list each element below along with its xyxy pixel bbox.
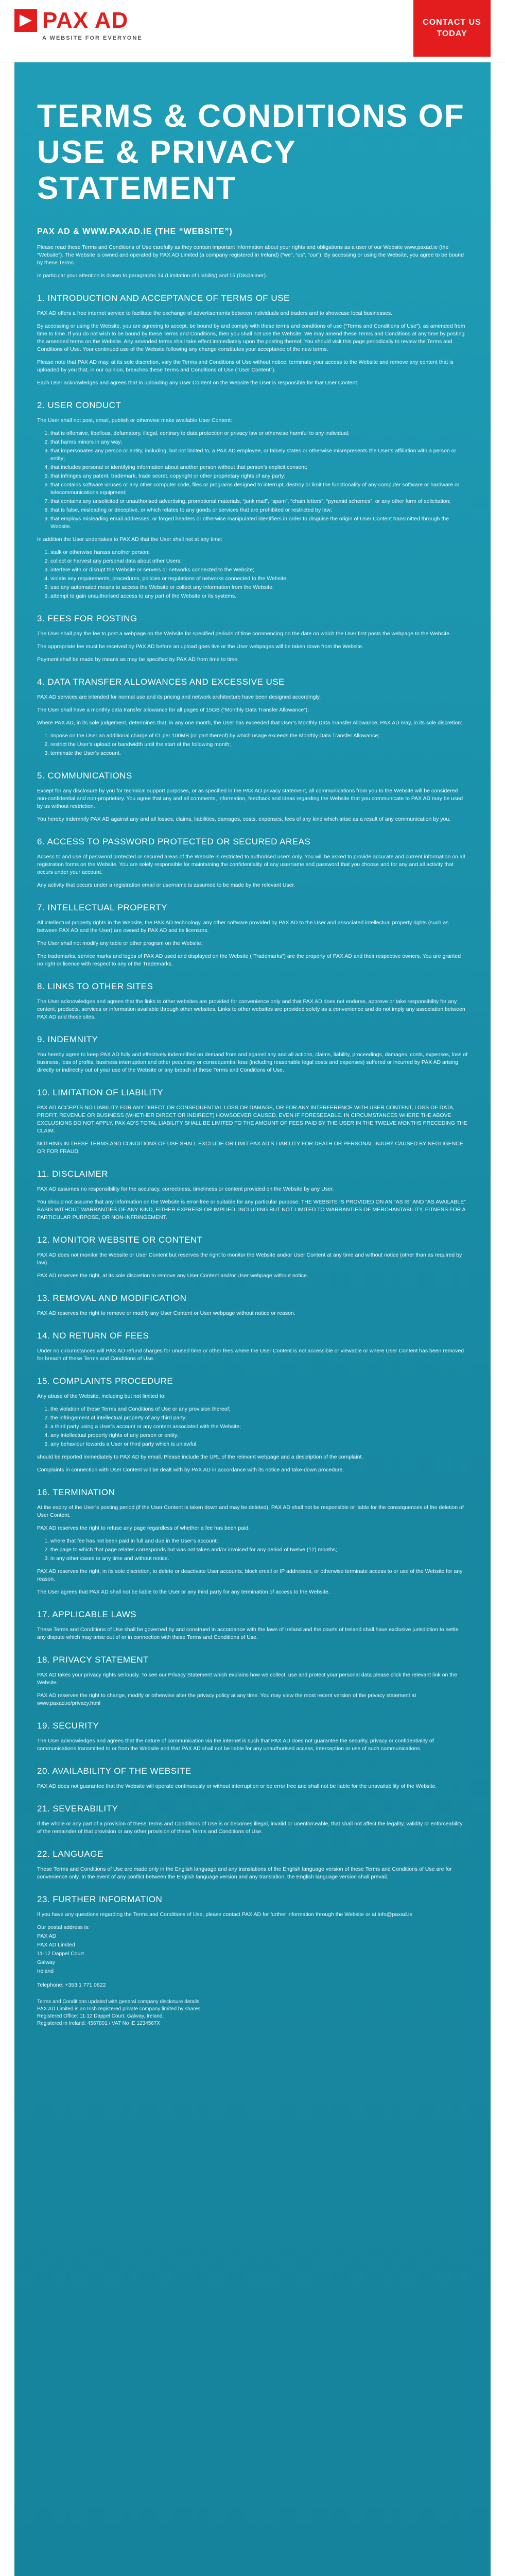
- list-item: 4. that includes personal or identifying information about another person without that person’s explicit consent;: [50, 464, 468, 471]
- logo-tagline: A WEBSITE FOR EVERYONE: [42, 35, 143, 41]
- section-paragraph: The trademarks, service marks and logos of PAX AD used and displayed on the Website (“Trademarks”) are the property of PAX AD and their respective owners. You are granted no right or licence with respect to any of the Trademarks.: [37, 953, 461, 967]
- section-paragraph: Please note that PAX AD may, at its sole discretion, vary the Terms and Conditions of Use without notice, terminate your access to the Website and remove any content that is uploaded by you that, in our opinion, breaches these Terms and Conditions of Use (“User Content”).: [37, 359, 454, 373]
- section-heading: 12. MONITOR WEBSITE OR CONTENT: [37, 1235, 203, 1245]
- list-item: 2. the infringement of intellectual property of any third party;: [50, 1414, 468, 1422]
- terms-section: [37, 1894, 468, 1919]
- footer-line: PAX AD Limited is an Irish registered private company limited by shares.: [37, 2006, 202, 2012]
- list-item: 6. that contains software viruses or any other computer code, files or programs designed to interrupt, destroy or limit the functionality of any computer software or hardware or telecommunications equipment;: [50, 481, 468, 497]
- section-paragraph: PAX AD ACCEPTS NO LIABILITY FOR ANY DIRECT OR CONSEQUENTIAL LOSS OR DAMAGE, OR FOR ANY INTERFERENCE WITH USER CONTENT, LOSS OF DATA, PROFIT, REVENUE OR BUSINESS (WHETHER DIRECT OR INDIRECT) HOWSOEVER CAUSED, EVEN IF FORESEEABLE. IN CIRCUMSTANCES WHERE THE ABOVE EXCLUSIONS DO NOT APPLY, PAX AD’S TOTAL LIABILITY SHALL BE LIMITED TO THE AMOUNT OF FEES PAID BY THE USER IN THE TWELVE MONTHS PRECEDING THE CLAIM.: [37, 1105, 467, 1134]
- section-paragraph: The User shall not modify any table or other program on the Website.: [37, 940, 203, 946]
- terms-section: [37, 1169, 468, 1222]
- contact-block: [37, 1924, 468, 1989]
- section-heading: 17. APPLICABLE LAWS: [37, 1609, 137, 1619]
- section-paragraph: At the expiry of the User’s posting period (if the User Content is taken down and may be deleted), PAX AD shall not be responsible or liable for the consequences of the deletion of User Content.: [37, 1504, 464, 1518]
- page-title: TERMS & CONDITIONS OF USE & PRIVACY STATEMENT: [37, 98, 465, 206]
- list-item: 7. that contains any unsolicited or unauthorised advertising, promotional materials, “junk mail”, “spam”, “chain letters”, “pyramid schemes”, or any other form of solicitation;: [50, 498, 468, 505]
- list-item: 5. any behaviour towards a User or third party which is unlawful.: [50, 1440, 468, 1448]
- site-logo[interactable]: [14, 9, 143, 41]
- terms-content: [14, 62, 491, 2576]
- list-item: 3. interfere with or disrupt the Website or servers or networks connected to the Website;: [50, 566, 468, 574]
- section-heading: 14. NO RETURN OF FEES: [37, 1331, 149, 1341]
- section-paragraph: The User shall not post, email, publish or otherwise make available User Content:: [37, 417, 232, 423]
- section-paragraph: These Terms and Conditions of Use are made only in the English language and any translations of the English language version of these Terms and Conditions of Use are for convenience only. In the event of any conflict between the English language version and any translation, the English language version shall prevail.: [37, 1866, 452, 1880]
- contact-line: Ireland: [37, 1968, 54, 1974]
- terms-section: [37, 981, 468, 1021]
- terms-section: [37, 903, 468, 968]
- section-paragraph: These Terms and Conditions of Use shall be governed by and construed in accordance with the laws of Ireland and the courts of Ireland shall have exclusive jurisdiction to settle any dispute which may arise out of or in connection with these Terms and Conditions of Use.: [37, 1626, 459, 1640]
- section-paragraph: Any activity that occurs under a registration email or username is assumed to be made by the relevant User.: [37, 882, 295, 888]
- section-heading: 20. AVAILABILITY OF THE WEBSITE: [37, 1766, 191, 1776]
- site-header: [0, 0, 505, 62]
- terms-section: [37, 1721, 468, 1753]
- section-heading: 5. COMMUNICATIONS: [37, 771, 132, 781]
- section-paragraph: PAX AD reserves the right to change, modify or otherwise alter the privacy policy at any time. You may view the most recent version of the privacy statement at www.paxad.ie/privacy.html: [37, 1692, 416, 1706]
- section-heading: 23. FURTHER INFORMATION: [37, 1894, 163, 1904]
- list-item: 1. impose on the User an additional charge of €1 per 100MB (or part thereof) by which usage exceeds the Monthly Data Transfer Allowance;: [50, 732, 468, 740]
- section-paragraph: Any abuse of the Website, including but not limited to:: [37, 1393, 166, 1399]
- section-heading: 6. ACCESS TO PASSWORD PROTECTED OR SECURED AREAS: [37, 837, 311, 846]
- section-heading: 4. DATA TRANSFER ALLOWANCES AND EXCESSIVE USE: [37, 677, 285, 687]
- contact-telephone: Telephone: +353 1 771 0622: [37, 1982, 106, 1988]
- list-item: 1. where that fee has not been paid in full and due in the User’s account;: [50, 1537, 468, 1545]
- section-paragraph: Where PAX AD, in its sole judgement, determines that, in any one month, the User has exceeded that User’s Monthly Data Transfer Allowance, PAX AD may, in its sole discretion:: [37, 720, 463, 726]
- section-paragraph: You should not assume that any information on the Website is error-free or suitable for any particular purpose. THE WEBSITE IS PROVIDED ON AN “AS IS” AND “AS AVAILABLE” BASIS WITHOUT WARRANTIES OF ANY KIND, EITHER EXPRESS OR IMPLIED, INCLUDING BUT NOT LIMITED TO WARRANTIES OF MERCHANTABILITY, FITNESS FOR A PARTICULAR PURPOSE, OR NON-INFRINGEMENT.: [37, 1199, 466, 1221]
- section-paragraph: PAX AD does not monitor the Website or User Content but reserves the right to monitor the Website and/or User Content at any time and without notice (other than as required by law).: [37, 1252, 462, 1266]
- section-paragraph: PAX AD takes your privacy rights seriously. To see our Privacy Statement which explains how we collect, use and protect your personal data please click the relevant link on the Website.: [37, 1672, 457, 1686]
- list-item: 2. collect or harvest any personal data about other Users;: [50, 557, 468, 565]
- terms-section: [37, 1609, 468, 1641]
- list-item: 1. stalk or otherwise harass another person;: [50, 549, 468, 556]
- section-list: [37, 1537, 468, 1563]
- section-paragraph: Each User acknowledges and agrees that in uploading any User Content on the Website the User is responsible for that User Content.: [37, 380, 359, 386]
- list-item: 4. violate any requirements, procedures, policies or regulations of networks connected to the Website;: [50, 575, 468, 583]
- intro-paragraph: In particular your attention is drawn to paragraphs 14 (Limitation of Liability) and 15 (Disclaimer).: [37, 273, 268, 279]
- list-item: 2. restrict the User’s upload or bandwidth until the start of the following month;: [50, 741, 468, 749]
- section-paragraph: The User acknowledges and agrees that the links to other websites are provided for convenience only and that PAX AD does not endorse, approve or take responsibility for any content, products, services or information available through other websites. Links to other websites are provided solely as a convenience and do not imply any association between PAX AD and those sites.: [37, 998, 465, 1020]
- terms-section: [37, 771, 468, 823]
- section-heading: 2. USER CONDUCT: [37, 400, 121, 410]
- intro-paragraph: Please read these Terms and Conditions of Use carefully as they contain important information about your rights and obligations as a user of our Website www.paxad.ie (the “Website”). The Website is owned and operated by PAX AD Limited (a company registered in Ireland) (“we”, “us”, “our”). By accessing or using the Website, you agree to be bound by these Terms.: [37, 244, 464, 266]
- list-item: 1. that is offensive, libellous, defamatory, illegal, contrary to data protection or privacy law or otherwise harmful to any individual;: [50, 430, 468, 437]
- section-heading: 10. LIMITATION OF LIABILITY: [37, 1088, 164, 1097]
- footer-line: Registered in Ireland: 4567801 / VAT No IE 1234567X: [37, 2021, 161, 2026]
- section-heading: 13. REMOVAL AND MODIFICATION: [37, 1293, 187, 1303]
- terms-sections: [37, 293, 468, 1919]
- terms-section: [37, 1376, 468, 1474]
- terms-section: [37, 1088, 468, 1156]
- list-item: 3. a third party using a User’s account or any content associated with the Website;: [50, 1423, 468, 1431]
- section-list: [37, 430, 468, 531]
- section-heading: 18. PRIVACY STATEMENT: [37, 1655, 149, 1665]
- terms-section: [37, 1849, 468, 1881]
- list-item: 5. use any automated means to access the Website or collect any information from the Website;: [50, 584, 468, 591]
- section-paragraph: PAX AD assumes no responsibility for the accuracy, correctness, timeliness or content provided on the Website by any User.: [37, 1186, 334, 1192]
- section-paragraph: The User shall pay the fee to post a webpage on the Website for specified periods of time commencing on the date on which the User first posts the webpage to the Website.: [37, 631, 451, 637]
- company-disclosure: [37, 1998, 468, 2027]
- section-paragraph: The User acknowledges and agrees that the nature of communication via the internet is such that PAX AD does not guarantee the security, privacy or confidentiality of communications transmitted to or from the Website and that PAX AD shall not be liable for any unauthorised access, interception or use of such communications.: [37, 1738, 434, 1752]
- section-paragraph: You hereby agree to keep PAX AD fully and effectively indemnified on demand from and against any and all actions, claims, liability, proceedings, damages, costs, expenses, loss of business, loss of profits, business interruption and other pecuniary or consequential loss (including reasonable legal costs and expenses) suffered or incurred by PAX AD arising directly or indirectly out of your use of the Website or any breach of these Terms and Conditions of Use.: [37, 1052, 468, 1073]
- terms-section: [37, 400, 468, 600]
- section-paragraph: Access to and use of password protected or secured areas of the Website is restricted to authorised users only. You will be asked to provide accurate and current information on all registration forms on the Website. You are solely responsible for maintaining the confidentiality of any username and password that you choose and for any and all activity that occurs under your account.: [37, 854, 465, 875]
- section-heading: 3. FEES FOR POSTING: [37, 614, 137, 623]
- terms-section: [37, 293, 468, 387]
- section-paragraph: The User agrees that PAX AD shall not be liable to the User or any third party for any termination of access to the Website.: [37, 1589, 330, 1595]
- section-heading: 7. INTELLECTUAL PROPERTY: [37, 903, 167, 912]
- contact-line: 11-12 Dappel Court: [37, 1951, 84, 1957]
- section-paragraph: In addition the User undertakes to PAX AD that the User shall not at any time:: [37, 536, 222, 543]
- section-heading: 9. INDEMNITY: [37, 1035, 98, 1044]
- terms-section: [37, 1331, 468, 1363]
- contact-lead: Our postal address is:: [37, 1924, 90, 1930]
- terms-section: [37, 1035, 468, 1074]
- section-paragraph: All intellectual property rights in the Website, the PAX AD technology, any other software provided by PAX AD to the User and associated intellectual property rights (such as between PAX AD and the User) are owned by PAX AD and its licensors.: [37, 920, 449, 934]
- list-item: 2. the page to which that page relates corresponds but was not taken and/or invoiced for any period of twelve (12) months;: [50, 1546, 468, 1554]
- list-item: 3. in any other cases or any time and without notice.: [50, 1555, 468, 1563]
- section-paragraph: If the whole or any part of a provision of these Terms and Conditions of Use is or becomes illegal, invalid or unenforceable, that shall not affect the legality, validity or enforceability of the remainder of that provision or any other provision of these Terms and Conditions of Use.: [37, 1821, 463, 1835]
- list-item: 2. that harms minors in any way;: [50, 438, 468, 446]
- list-item: 5. that infringes any patent, trademark, trade secret, copyright or other proprietary rights of any party;: [50, 472, 468, 480]
- contact-line: PAX AD Limited: [37, 1942, 75, 1948]
- contact-line-2: TODAY: [437, 29, 467, 38]
- contact-line: PAX AD: [37, 1933, 57, 1939]
- play-logo-icon: [14, 9, 37, 32]
- section-paragraph: PAX AD reserves the right, in its sole discretion, to delete or deactivate User accounts, block email or IP addresses, or otherwise terminate access to or use of the Website for any reason.: [37, 1568, 463, 1582]
- terms-section: [37, 1766, 468, 1790]
- section-paragraph: The appropriate fee must be received by PAX AD before an upload goes live or the User webpages will be taken down from the Website.: [37, 643, 364, 650]
- terms-section: [37, 1655, 468, 1707]
- section-heading: 1. INTRODUCTION AND ACCEPTANCE OF TERMS OF USE: [37, 293, 290, 303]
- section-paragraph: Payment shall be made by means as may be specified by PAX AD from time to time.: [37, 656, 239, 663]
- terms-section: [37, 1235, 468, 1280]
- section-paragraph: The User shall have a monthly data transfer allowance for all pages of 15GB (“Monthly Data Transfer Allowance”).: [37, 707, 309, 713]
- terms-section: [37, 1293, 468, 1317]
- terms-section: [37, 837, 468, 889]
- logo-text: PAX AD: [42, 8, 129, 33]
- section-paragraph: PAX AD reserves the right, at its sole discretion to remove any User Content and/or User webpage without notice.: [37, 1273, 308, 1279]
- footer-line: Terms and Conditions updated with general company disclosure details: [37, 1999, 200, 2005]
- list-item: 6. attempt to gain unauthorised access to any part of the Website or its systems.: [50, 592, 468, 600]
- list-item: 1. the violation of these Terms and Conditions of Use or any provision thereof;: [50, 1405, 468, 1413]
- section-paragraph: You hereby indemnify PAX AD against any and all losses, claims, liabilities, damages, costs, expenses, fees of any kind which arise as a result of any communication by you.: [37, 816, 451, 822]
- section-paragraph: Except for any disclosure by you for technical support purposes, or as specified in the PAX AD privacy statement, all communications from you to the Website will be considered non-confidential and non-proprietary. You agree that any and all comments, information, feedback and ideas regarding the Website that you communicate to PAX AD may be used by us without restriction.: [37, 788, 463, 809]
- section-heading: 8. LINKS TO OTHER SITES: [37, 981, 153, 991]
- section-paragraph: NOTHING IN THESE TERMS AND CONDITIONS OF USE SHALL EXCLUDE OR LIMIT PAX AD’S LIABILITY FOR DEATH OR PERSONAL INJURY CAUSED BY NEGLIGENCE OR FOR FRAUD.: [37, 1141, 463, 1155]
- contact-us-button[interactable]: [413, 0, 491, 57]
- contact-line-1: CONTACT US: [423, 18, 481, 27]
- section-list: [37, 732, 468, 757]
- section-paragraph: Under no circumstances will PAX AD refund charges for unused time or other fees where the User Content is not accessible or viewable or where User Content has been removed for breach of these Terms and Conditions of Use.: [37, 1348, 464, 1362]
- list-item: 3. terminate the User’s account.: [50, 750, 468, 757]
- section-heading: 15. COMPLAINTS PROCEDURE: [37, 1376, 173, 1386]
- site-identifier: PAX AD & WWW.PAXAD.IE (THE “WEBSITE”): [37, 227, 233, 236]
- list-item: 8. that is false, misleading or deceptive, or which relates to any goods or services that are prohibited or restricted by law;: [50, 506, 468, 514]
- list-item: 4. any intellectual property rights of any person or entity;: [50, 1432, 468, 1439]
- section-paragraph: If you have any questions regarding the Terms and Conditions of Use, please contact PAX AD for further information through the Website or at info@paxad.ie: [37, 1911, 413, 1918]
- list-item: 9. that employs misleading email addresses, or forged headers or otherwise manipulated identifiers in order to disguise the origin of User Content transmitted through the Website.: [50, 515, 468, 531]
- section-paragraph: PAX AD reserves the right to refuse any page regardless of whether a fee has been paid.: [37, 1525, 250, 1531]
- section-heading: 22. LANGUAGE: [37, 1849, 103, 1859]
- section-heading: 19. SECURITY: [37, 1721, 99, 1731]
- terms-section: [37, 677, 468, 757]
- section-list: [37, 549, 468, 600]
- section-paragraph: PAX AD does not guarantee that the Website will operate continuously or without interruption or be error free and shall not be liable for the unavailability of the Website.: [37, 1783, 437, 1789]
- section-paragraph: PAX AD offers a free internet service to facilitate the exchange of advertisements between individuals and traders and to showcase local businesses.: [37, 310, 393, 316]
- terms-section: [37, 614, 468, 664]
- section-heading: 21. SEVERABILITY: [37, 1804, 118, 1814]
- contact-line: Galway: [37, 1959, 56, 1965]
- section-heading: 16. TERMINATION: [37, 1487, 115, 1497]
- list-item: 3. that impersonates any person or entity, including, but not limited to, a PAX AD employee, or falsely states or otherwise misrepresents the User’s affiliation with a person or entity;: [50, 447, 468, 463]
- section-paragraph: Complaints in connection with User Content will be dealt with by PAX AD in accordance with its notice and take-down procedure.: [37, 1467, 344, 1473]
- section-paragraph: PAX AD services are intended for normal use and its pricing and network architecture have been designed accordingly.: [37, 694, 321, 700]
- terms-section: [37, 1804, 468, 1836]
- footer-line: Registered Office: 11-12 Dappel Court, Galway, Ireland.: [37, 2013, 164, 2019]
- terms-section: [37, 1487, 468, 1596]
- section-paragraph: should be reported immediately to PAX AD by email. Please include the URL of the relevant webpage and a description of the complaint.: [37, 1454, 363, 1460]
- section-paragraph: By accessing or using the Website, you are agreeing to accept, be bound by and comply with these terms and conditions of use (“Terms and Conditions of Use”), as amended from time to time. If you do not wish to be bound by these Terms and Conditions, then you shall not use the Website. We may amend these Terms and Conditions at any time by posting the amended terms on the Website. Any amended terms shall take effect immediately upon the posting thereof. You should visit this page periodically to review the Terms and Conditions of Use. Your continued use of the Website following any change constitutes your acceptance of the new terms.: [37, 323, 465, 352]
- section-heading: 11. DISCLAIMER: [37, 1169, 109, 1179]
- section-paragraph: PAX AD reserves the right to remove or modify any User Content or User webpage without notice or reason.: [37, 1310, 295, 1316]
- section-list: [37, 1405, 468, 1448]
